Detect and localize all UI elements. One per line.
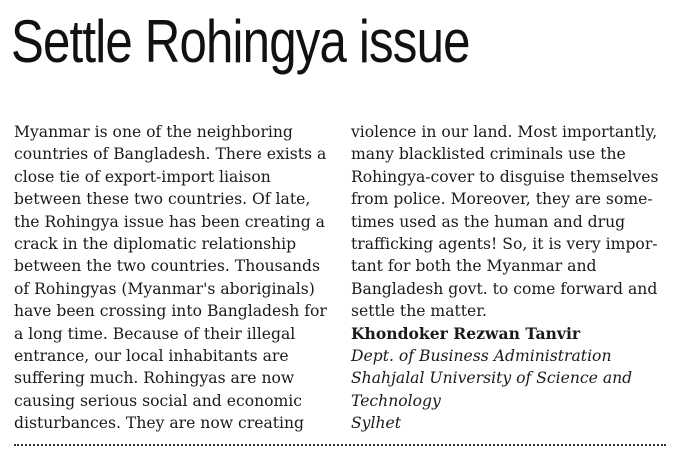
body-line: between these two countries. Of late, [14, 190, 311, 209]
author-location: Sylhet [351, 414, 402, 433]
body-line: of Rohingyas (Myanmar's aboriginals) [14, 279, 315, 298]
headline: Settle Rohingya issue [11, 8, 470, 75]
body-line: violence in our land. Most importantly, [351, 123, 658, 141]
body-line: disturbances. They are now creating [14, 414, 305, 433]
body-line: tant for both the Myanmar and [351, 257, 597, 276]
body-line: times used as the human and drug [351, 212, 626, 231]
body-line: have been crossing into Bangladesh for [14, 302, 327, 321]
body-line: from police. Moreover, they are some- [351, 190, 653, 209]
author-affiliation: Dept. of Business Administration [351, 346, 612, 365]
body-line: a long time. Because of their illegal [14, 324, 296, 343]
body-line: Rohingya-cover to disguise themselves [351, 167, 659, 186]
body-line: countries of Bangladesh. There exists a [14, 145, 327, 164]
body-line: causing serious social and economic [14, 391, 303, 410]
body-line: Myanmar is one of the neighboring [14, 123, 293, 141]
author-name: Khondoker Rezwan Tanvir [351, 323, 581, 343]
body-column-right [351, 121, 659, 434]
body-column-left [14, 121, 327, 434]
author-affiliation: Technology [351, 391, 441, 410]
body-line: the Rohingya issue has been creating a [14, 212, 325, 231]
body-line: entrance, our local inhabitants are [14, 346, 289, 365]
body-line: settle the matter. [351, 302, 487, 321]
dotted-divider [14, 444, 666, 446]
body-line: Bangladesh govt. to come forward and [351, 279, 658, 298]
body-line: crack in the diplomatic relationship [14, 234, 297, 253]
body-line: many blacklisted criminals use the [351, 145, 626, 164]
body-line: close tie of export-import liaison [14, 167, 271, 186]
body-line: suffering much. Rohingyas are now [14, 369, 295, 388]
author-affiliation: Shahjalal University of Science and [351, 369, 633, 388]
body-line: between the two countries. Thousands [14, 257, 320, 276]
body-line: trafficking agents! So, it is very impor- [351, 234, 658, 253]
